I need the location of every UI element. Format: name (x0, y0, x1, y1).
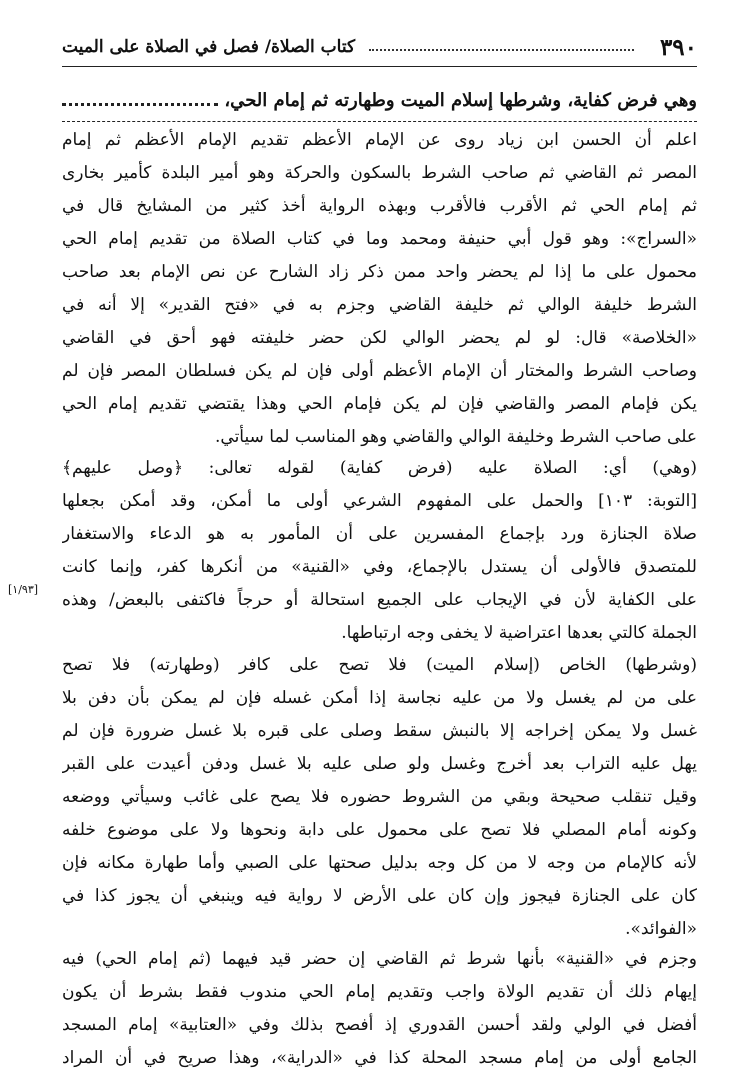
text-line: وقيل تنقلب صحيحة وبقي من الشروط حضوره فلا يصح على غائب وسيأتي ووضعه (62, 787, 697, 807)
margin-note: [١/٩٣] (8, 583, 39, 596)
text-line: غسل ولا يمكن إخراجه إلا بالنبش سقط وصلى على قبره بلا غسل ضرورة فإن لم (62, 721, 697, 741)
header-dotted-leader (369, 49, 634, 51)
text-line: [التوبة: ١٠٣] والحمل على المفهوم الشرعي أولى ما أمكن، وقد أمكن بجعلها (62, 491, 697, 511)
text-line: على الكفاية لأن في الإيجاب على الجميع استحالة أو حرجاً فاكتفى بالبعض/ وهذه (62, 590, 697, 610)
text-line: «الخلاصة» قال: لو لم يحضر الوالي لكن حضر خليفته فهو أحق في القاضي (62, 328, 697, 348)
text-line: المصر ثم القاضي ثم صاحب الشرط بالسكون والحركة وهو أمير البلدة كأمير بخارى (62, 163, 697, 183)
text-line: على صاحب الشرط وخليفة الوالي والقاضي وهو المناسب لما سيأتي. (215, 427, 697, 447)
text-line: «الفوائد». (625, 919, 697, 939)
text-line: صلاة الجنازة ورد بإجماع المفسرين على أن المأمور به هو الدعاء والاستغفار (62, 524, 697, 544)
page-number: ٣٩٠ (659, 33, 697, 61)
text-line: الشرط خليفة الوالي ثم خليفة القاضي وجزم به في «فتح القدير» إلا أنه في (62, 295, 697, 315)
paragraph-1 (62, 124, 697, 454)
header-rule (62, 66, 697, 67)
paragraph-4 (62, 943, 697, 1075)
text-line: أفضل في الولي ولقد أحسن القدوري إذ أفصح بذلك وفي «العتابية» إمام المسجد (62, 1015, 697, 1035)
matn-line (62, 82, 697, 118)
text-line: (وهي) أي: الصلاة عليه (فرض كفاية) لقوله تعالى: ﴿وصل عليهم﴾ (62, 458, 697, 478)
text-line: إيهام ذلك أن تقديم الولاة واجب وتقديم إمام الحي مندوب فقط بشرط أن يكون (62, 982, 697, 1002)
text-line: «السراج»: وهو قول أبي حنيفة ومحمد وما في كتاب الصلاة من تقديم إمام الحي (62, 229, 697, 249)
page-header (62, 30, 697, 64)
text-line: اعلم أن الحسن ابن زياد روى عن الإمام الأعظم تقديم الإمام الأعظم ثم إمام (62, 130, 697, 150)
paragraph-2 (62, 452, 697, 650)
matn-text: وهي فرض كفاية، وشرطها إسلام الميت وطهارته ثم إمام الحي، (224, 89, 697, 111)
text-line: لأنه كالإمام من وجه لا من كل وجه بدليل صحتها على الصبي وأما طهارة مكانه فإن (62, 853, 697, 873)
running-title: كتاب الصلاة/ فصل في الصلاة على الميت (62, 37, 356, 57)
text-line: ثم إمام الحي ثم الأقرب فالأقرب وبهذه الرواية أخذ كثير من المشايخ قال في (62, 196, 697, 216)
text-line: يكن فإمام المصر والقاضي فإن لم يكن فإمام الحي وهذا يقتضي تقديم إمام الحي (62, 394, 697, 414)
text-line: وكونه أمام المصلي فلا تصح على محمول على دابة ونحوها ولا على موضوع خلفه (62, 820, 697, 840)
matn-dashed-rule (62, 121, 697, 122)
text-line: وصاحب الشرط والمختار أن الإمام الأعظم أولى فإن لم يكن فسلطان المصر فإن لم (62, 361, 697, 381)
text-line: يهل عليه التراب بعد أخرج وغسل ولو صلى عليه بلا غسل ودفن أعيدت على القبر (62, 754, 697, 774)
text-line: محمول على ما إذا لم يحضر واحد ممن ذكر زاد الشارح عن نص الإمام بعد صاحب (62, 262, 697, 282)
text-line: كان على الجنازة فيجوز وإن كان على الأرض لا رواية فيه وينبغي أن يجوز كذا في (62, 886, 697, 906)
text-line: للمتصدق فالأولى أن يستدل بالإجماع، وفي «القنية» من أنكرها كفر، وإنما كانت (62, 557, 697, 577)
text-line: الجامع أولى من إمام مسجد المحلة كذا في «الدراية»، وهذا صريح في أن المراد (62, 1048, 697, 1068)
matn-dotted-leader (62, 103, 218, 106)
text-line: الجملة كالتي بعدها اعتراضية لا يخفى وجه ارتباطها. (341, 623, 697, 643)
paragraph-3 (62, 649, 697, 946)
text-line: وجزم في «القنية» بأنها شرط ثم القاضي إن حضر قيد فيهما (ثم إمام الحي) فيه (62, 949, 697, 969)
text-line: على من لم يغسل ولا من عليه نجاسة إذا أمكن غسله فإن لم يمكن بأن دفن بلا (62, 688, 697, 708)
text-line: (وشرطها) الخاص (إسلام الميت) فلا تصح على كافر (وطهارته) فلا تصح (62, 655, 697, 675)
